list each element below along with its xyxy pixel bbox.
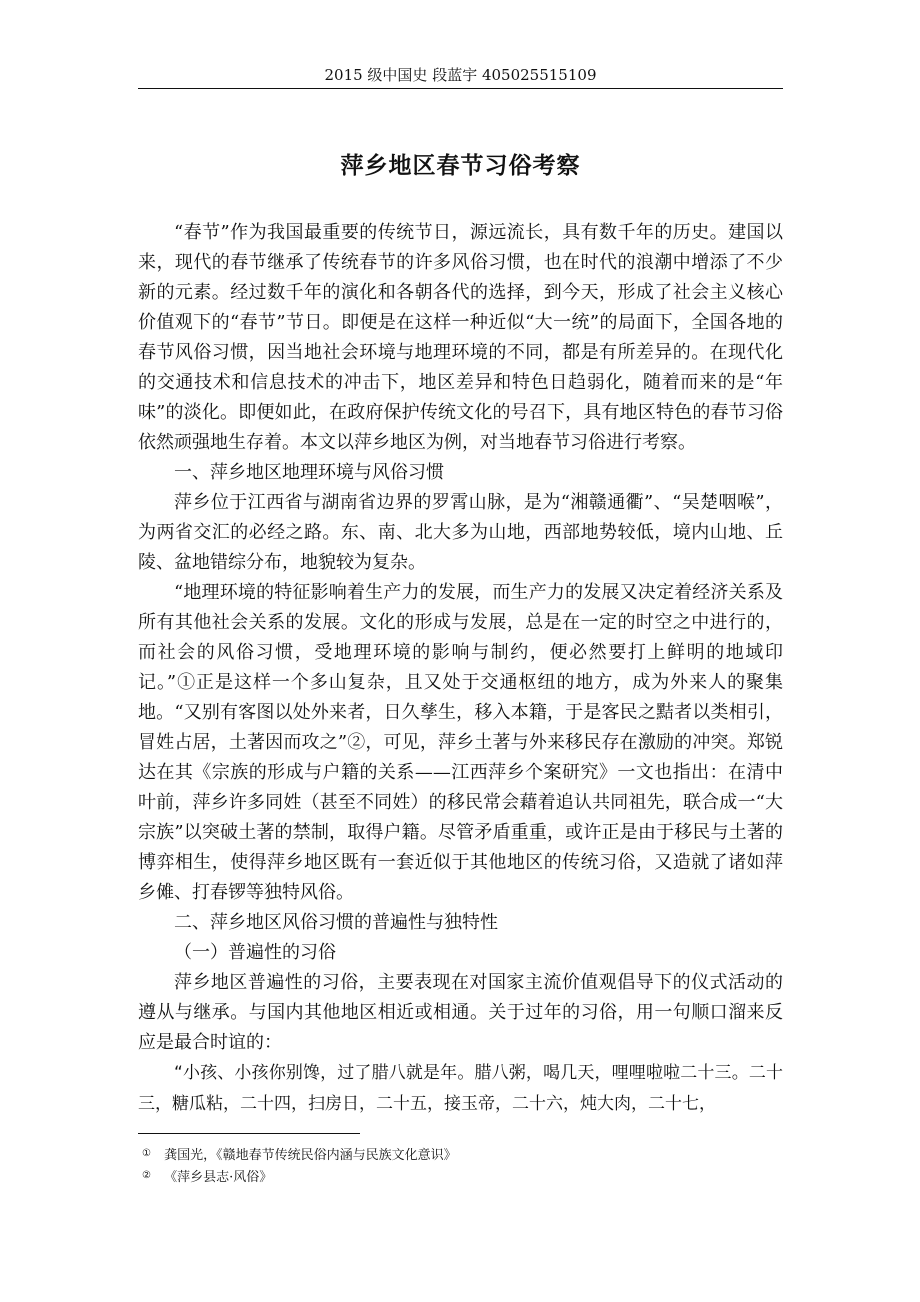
document-title: 萍乡地区春节习俗考察 [340,153,581,179]
footnote-mark: ① [142,1148,151,1159]
section-heading-2: 二、萍乡地区风俗习惯的普遍性与独特性 [174,912,498,933]
footnote-text: 《萍乡县志·风俗》 [164,1170,273,1185]
paragraph-intro: “春节”作为我国最重要的传统节日，源远流长，具有数千年的历史。建国以来，现代的春节继承了传统春节的许多风俗习惯，也在时代的浪潮中增添了不少新的元素。经过数千年的演化和各朝各代的选择，到今天，形成了社会主义核心价值观下的“春节”节日。即便是在这样一种近似“大一统”的局面下，全国各地的春节风俗习惯，因当地社会环境与地理环境的不同，都是有所差异的。在现代化的交通技术和信息技术的冲击下，地区差异和特色日趋弱化，随着而来的是“年味”的淡化。即便如此，在政府保护传统文化的号召下，具有地区特色的春节习俗依然顽强地生存着。本文以萍乡地区为例，对当地春节习俗进行考察。 [138,222,783,453]
header-rule [138,88,783,89]
footnotes [142,1144,782,1188]
footnote-mark: ② [142,1170,151,1181]
subsection-heading-1: （一）普遍性的习俗 [174,942,336,963]
footnote-rule [138,1133,360,1134]
footnote-item [142,1144,782,1166]
section-heading-1: 一、萍乡地区地理环境与风俗习惯 [174,462,444,483]
footnote-item [142,1166,782,1188]
paragraph-customs: “地理环境的特征影响着生产力的发展，而生产力的发展又决定着经济关系及所有其他社会关系的发展。文化的形成与发展，总是在一定的时空之中进行的，而社会的风俗习惯，受地理环境的影响与制约，便必然要打上鲜明的地域印记。”①正是这样一个多山复杂，且又处于交通枢纽的地方，成为外来人的聚集地。“又别有客图以处外来者，日久孳生，移入本籍，于是客民之黠者以类相引，冒姓占居，土著因而攻之”②，可见，萍乡土著与外来移民存在激励的冲突。郑锐达在其《宗族的形成与户籍的关系——江西萍乡个案研究》一文也指出：在清中叶前，萍乡许多同姓（甚至不同姓）的移民常会藉着追认共同祖先，联合成一“大宗族”以突破土著的禁制，取得户籍。尽管矛盾重重，或许正是由于移民与土著的博弈相生，使得萍乡地区既有一套近似于其他地区的传统习俗，又造就了诸如萍乡傩、打春锣等独特风俗。 [138,582,783,903]
document-body [138,218,783,1120]
paragraph-common-customs: 萍乡地区普遍性的习俗，主要表现在对国家主流价值观倡导下的仪式活动的遵从与继承。与国内其他地区相近或相通。关于过年的习俗，用一句顺口溜来反应是最合时谊的： [138,972,783,1053]
paragraph-folk-rhyme: “小孩、小孩你别馋，过了腊八就是年。腊八粥，喝几天，哩哩啦啦二十三。二十三，糖瓜粘，二十四，扫房日，二十五，接玉帝，二十六，炖大肉，二十七， [138,1063,783,1114]
page-header: 2015 级中国史 段蓝宇 405025515109 [324,66,597,84]
paragraph-geography: 萍乡位于江西省与湖南省边界的罗霄山脉，是为“湘赣通衢”、“吴楚咽喉”，为两省交汇的必经之路。东、南、北大多为山地，西部地势较低，境内山地、丘陵、盆地错综分布，地貌较为复杂。 [138,492,783,573]
footnote-text: 龚国光，《赣地春节传统民俗内涵与民族文化意识》 [164,1148,457,1163]
